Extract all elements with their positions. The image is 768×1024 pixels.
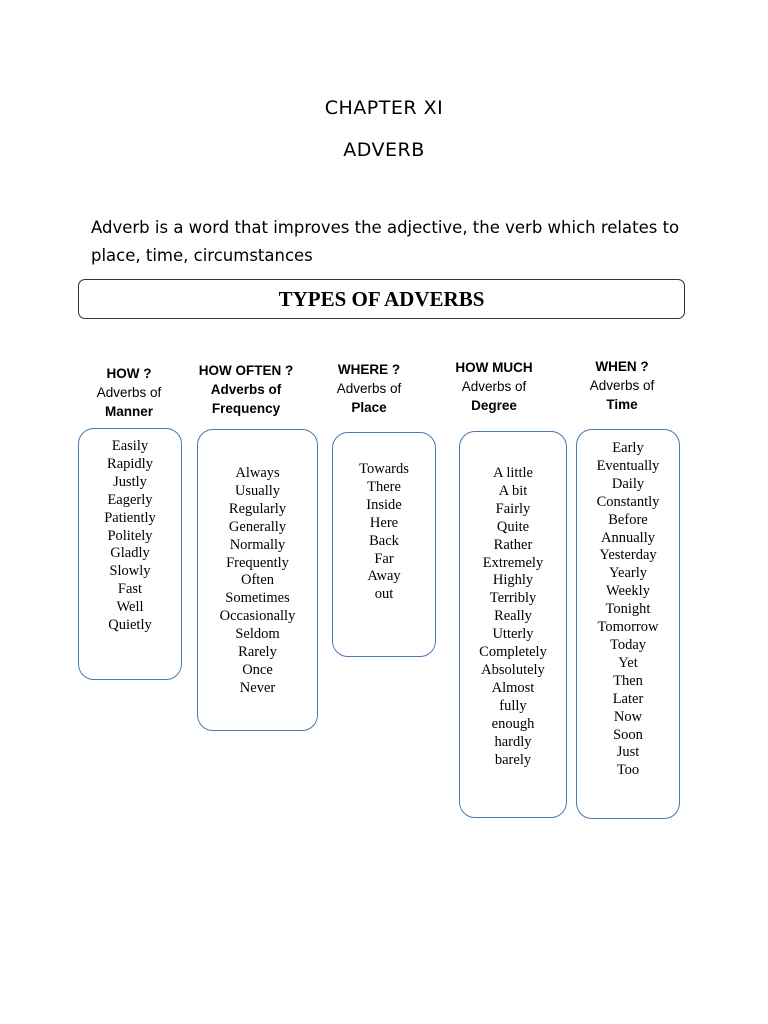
frequency-kind: Frequency (211, 401, 281, 416)
adverb-item: Absolutely (481, 661, 545, 678)
adverb-item: Occasionally (219, 608, 296, 625)
frequency-header (176, 361, 316, 418)
adverb-item: Later (612, 690, 644, 707)
adverb-item: Easily (111, 438, 149, 454)
adverb-item: A little (493, 465, 533, 481)
adverb-item: Yet (618, 654, 638, 671)
frequency-adverbs-of: Adverbs of (210, 382, 282, 397)
adverb-item: fully (499, 697, 527, 714)
adverb-item: Soon (613, 726, 643, 743)
adverb-item: Towards (359, 461, 409, 477)
adverb-item: barely (494, 751, 532, 768)
adverb-item: Well (116, 599, 144, 616)
frequency-word-list (198, 465, 317, 698)
adverb-item: Slowly (109, 563, 151, 580)
adverb-item: Inside (366, 496, 402, 513)
adverb-item: Rarely (238, 644, 277, 661)
adverb-item: Now (613, 708, 643, 725)
manner-adverbs-of: Adverbs of (96, 385, 162, 400)
degree-list-box (459, 431, 567, 818)
time-word-list (577, 440, 679, 780)
adverb-item: Always (235, 465, 280, 481)
adverb-item: Daily (611, 475, 645, 492)
place-adverbs-of: Adverbs of (336, 381, 402, 396)
adverb-item: Just (616, 744, 640, 761)
adverb-item: Frequently (226, 554, 289, 571)
degree-word-list (460, 465, 566, 769)
place-kind: Place (351, 400, 387, 415)
adverb-item: Never (239, 679, 276, 696)
adverb-item: Highly (492, 572, 534, 589)
adverb-item: Gladly (110, 545, 150, 562)
adverb-item: enough (491, 715, 535, 732)
place-header (299, 360, 439, 417)
place-list-box (332, 432, 436, 657)
adverb-item: Eagerly (107, 491, 153, 508)
adverb-item: Seldom (235, 626, 280, 643)
place-word-list (333, 461, 435, 604)
adverb-item: Quite (496, 518, 530, 535)
adverb-item: hardly (494, 733, 532, 750)
adverb-item: A bit (498, 482, 528, 499)
types-of-adverbs-banner: TYPES OF ADVERBS (78, 279, 685, 319)
adverb-item: Often (240, 572, 274, 589)
adverb-item: Generally (228, 518, 287, 535)
time-adverbs-of: Adverbs of (589, 378, 655, 393)
adverb-item: Politely (107, 527, 153, 544)
page-title: ADVERB (343, 139, 425, 161)
degree-header (424, 358, 564, 415)
adverb-item: Yesterday (599, 547, 657, 564)
adverb-item: Here (369, 514, 399, 531)
adverb-item: Quietly (108, 617, 152, 634)
adverb-item: Utterly (492, 626, 534, 643)
manner-list-box (78, 428, 182, 680)
adverb-item: Regularly (228, 500, 287, 517)
frequency-list-box (197, 429, 318, 731)
frequency-question: HOW OFTEN ? (198, 363, 294, 378)
adverb-item: Really (494, 608, 532, 625)
adverb-item: Justly (113, 473, 147, 490)
adverb-item: Once (242, 661, 273, 678)
adverb-item: Constantly (596, 493, 660, 510)
degree-kind: Degree (471, 398, 517, 413)
manner-word-list (79, 438, 181, 635)
adverb-item: Sometimes (225, 590, 290, 607)
adverb-item: Far (374, 550, 394, 567)
adverb-item: out (374, 586, 394, 603)
adverb-item: Then (613, 672, 643, 689)
adverb-item: Weekly (606, 583, 650, 600)
adverb-item: Terribly (489, 590, 537, 607)
adverb-item: Too (616, 762, 640, 779)
time-list-box (576, 429, 680, 819)
adverb-item: Extremely (482, 554, 544, 571)
adverb-item: Completely (479, 644, 547, 661)
degree-question: HOW MUCH (455, 360, 533, 375)
adverb-item: Early (612, 440, 644, 456)
adverb-item: Tonight (605, 601, 651, 618)
adverb-item: Patiently (104, 509, 156, 526)
adverb-item: Almost (491, 679, 535, 696)
adverb-item: Before (608, 511, 648, 528)
place-question: WHERE ? (337, 362, 401, 377)
adverb-item: Annually (601, 529, 655, 546)
adverb-item: Fast (117, 581, 143, 598)
adverb-item: Eventually (596, 457, 660, 474)
time-question: WHEN ? (595, 359, 649, 374)
adverb-item: Today (609, 636, 647, 653)
adverb-item: Rather (493, 536, 533, 553)
adverb-item: Fairly (495, 500, 531, 517)
adverb-item: Yearly (609, 565, 647, 582)
adverb-item: Rapidly (107, 455, 153, 472)
time-kind: Time (606, 397, 638, 412)
adverb-item: Normally (229, 536, 286, 553)
adverb-item: There (367, 478, 401, 495)
manner-question: HOW ? (106, 366, 152, 381)
adverb-item: Away (367, 568, 401, 585)
degree-adverbs-of: Adverbs of (461, 379, 527, 394)
time-header (552, 357, 692, 414)
adverb-item: Back (369, 532, 399, 549)
intro-paragraph: Adverb is a word that improves the adjective, the verb which relates to place, time, circumstances (91, 218, 680, 265)
adverb-item: Usually (234, 482, 281, 499)
manner-kind: Manner (104, 404, 153, 419)
adverb-item: Tomorrow (597, 619, 659, 636)
chapter-heading: CHAPTER XI (324, 97, 444, 119)
